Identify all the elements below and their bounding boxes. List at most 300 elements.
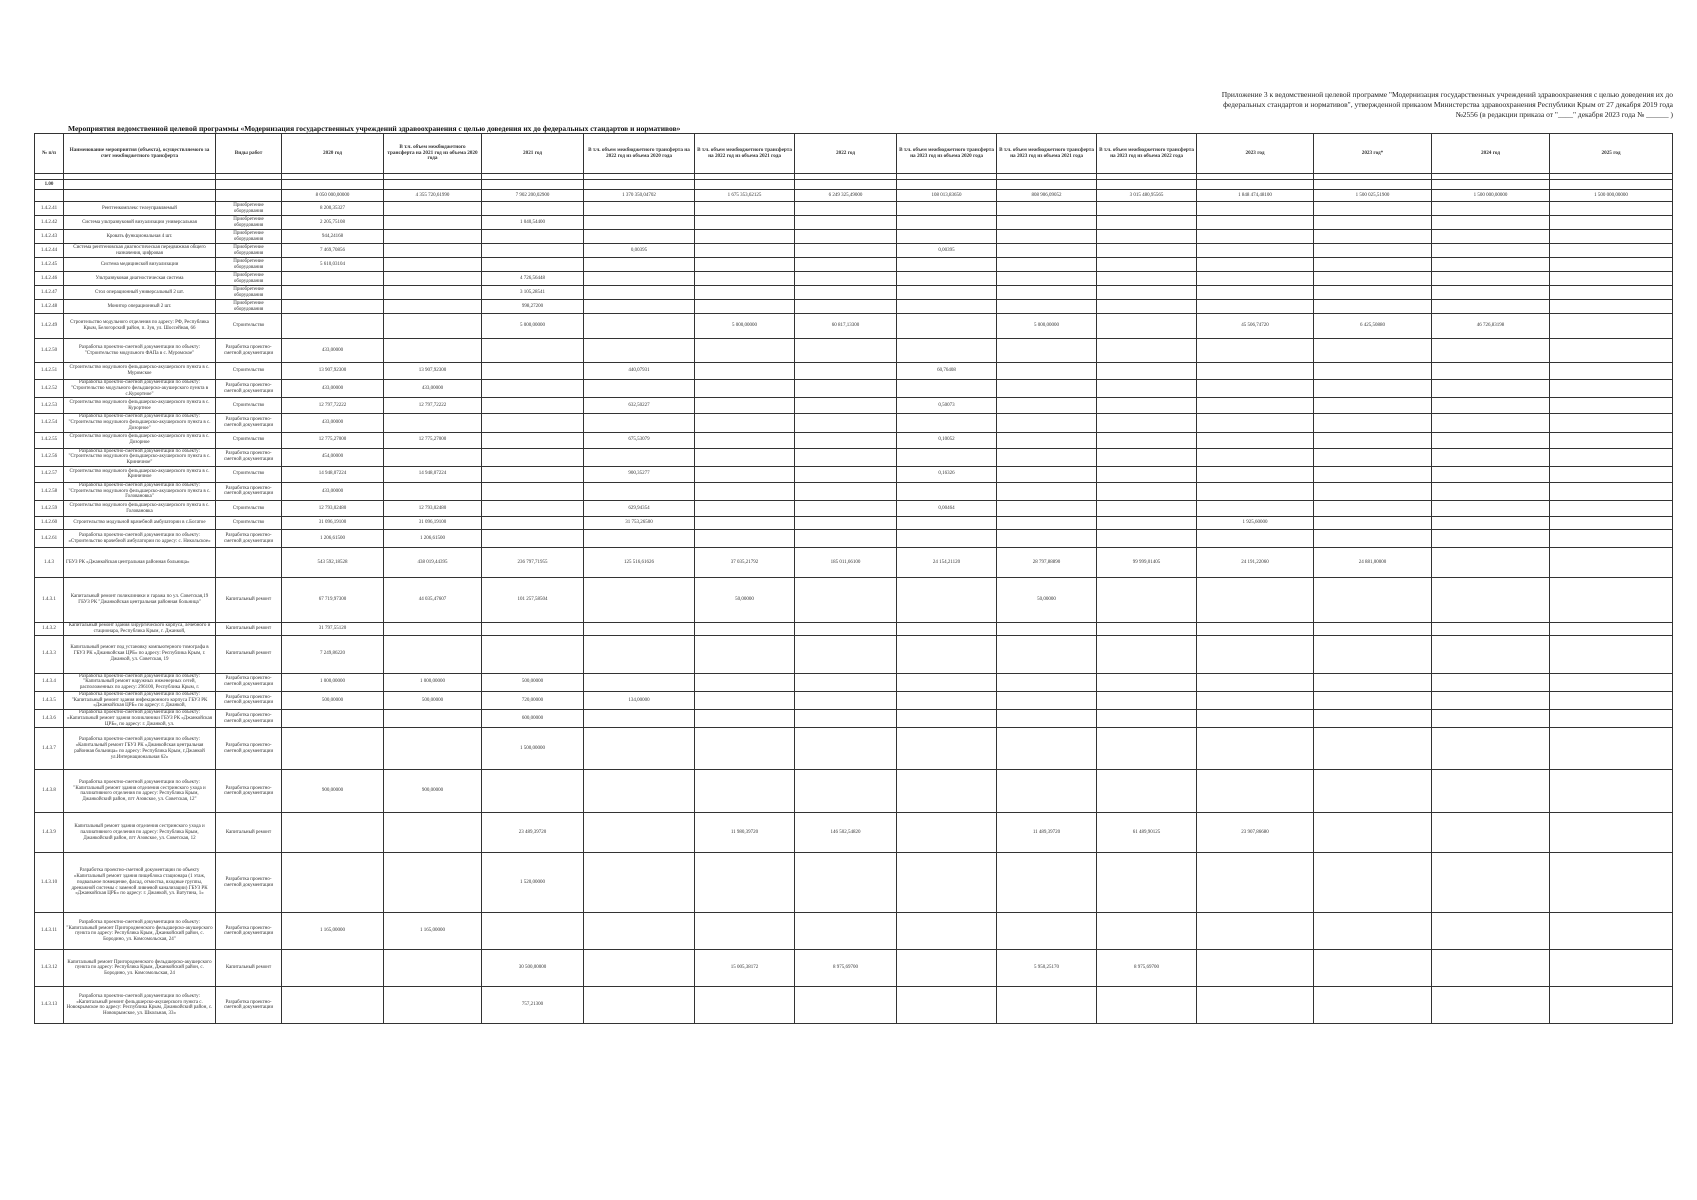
row-value <box>384 244 482 258</box>
row-value <box>384 216 482 230</box>
row-work-type: Разработка проектно-сметной документации <box>216 414 282 432</box>
header-row <box>35 134 1673 174</box>
row-number: 1.4.2.58 <box>35 482 64 500</box>
section-row <box>35 180 1673 190</box>
row-name: Строительство модульного фельдшерско-акушерского пункта в с. Головановка <box>64 501 216 517</box>
row-value <box>1432 466 1550 482</box>
row-value: 12 793,02480 <box>282 501 384 517</box>
row-value <box>1197 501 1314 517</box>
row-value <box>997 300 1097 314</box>
table-row <box>35 578 1673 623</box>
section-cell <box>282 180 384 190</box>
row-value <box>1432 202 1550 216</box>
row-value <box>897 272 997 286</box>
row-number: 1.4.3.2 <box>35 623 64 636</box>
totals-empty-cell <box>216 190 282 202</box>
row-name: Капитальный ремонт поликлиники и гаража по ул. Советская,19 ГБУЗ РК "Джанкойская центральная районная больница" <box>64 578 216 623</box>
table-row <box>35 230 1673 244</box>
row-value <box>1314 363 1432 380</box>
row-value <box>584 380 695 398</box>
row-value: 37 035,21792 <box>695 548 795 578</box>
row-value <box>1314 202 1432 216</box>
row-value <box>1097 300 1197 314</box>
row-value <box>795 363 897 380</box>
row-value <box>997 530 1097 548</box>
row-name: Разработка проектно-сметной документации по объекту: "Капитальный ремонт здания инфекционного корпуса ГБУЗ РК «Джанкойская ЦРБ» по адресу: г. Джанкой, <box>64 691 216 709</box>
row-value <box>795 244 897 258</box>
row-value <box>897 673 997 691</box>
row-name: Стол операционный универсальный 2 шт. <box>64 286 216 300</box>
row-name: Разработка проектно-сметной документации по объекту: «Капитальный ремонт фельдшерско-акушерского пункта с. Новокрымское по адресу: Республика Крым, Джанкойский район, с. Новокрымское, ул. Школьная, 33» <box>64 987 216 1024</box>
row-number: 1.4.2.57 <box>35 466 64 482</box>
row-value <box>482 770 584 813</box>
table-row <box>35 202 1673 216</box>
row-work-type: Разработка проектно-сметной документации <box>216 913 282 950</box>
row-value <box>384 950 482 987</box>
row-value <box>1314 432 1432 448</box>
row-value <box>997 380 1097 398</box>
row-value <box>695 202 795 216</box>
row-work-type: Разработка проектно-сметной документации <box>216 710 282 728</box>
row-value <box>1550 339 1673 363</box>
row-value: 23 907,86680 <box>1197 813 1314 853</box>
row-value: 8 975,69700 <box>795 950 897 987</box>
row-value <box>997 398 1097 414</box>
row-value <box>997 216 1097 230</box>
row-value <box>1197 258 1314 272</box>
row-work-type: Приобретение оборудования <box>216 272 282 286</box>
table-row <box>35 216 1673 230</box>
row-number: 1.4.2.44 <box>35 244 64 258</box>
row-value: 1 165,00000 <box>384 913 482 950</box>
table-row <box>35 950 1673 987</box>
row-value <box>584 853 695 913</box>
row-value <box>584 482 695 500</box>
row-value <box>1432 258 1550 272</box>
row-value <box>1550 710 1673 728</box>
row-name: Разработка проектно-сметной документации по объекту: "Капитальный ремонт здания отделения сестринского ухода и паллиативного отделения по адресу: Республика Крым, Джанкойский район, пгт Азовское, ул. Советская, 12" <box>64 770 216 813</box>
row-value: 11 980,39720 <box>695 813 795 853</box>
row-value <box>997 482 1097 500</box>
row-value <box>584 578 695 623</box>
row-value: 8 200,35327 <box>282 202 384 216</box>
row-value <box>1197 414 1314 432</box>
row-value <box>1550 548 1673 578</box>
row-value <box>1550 300 1673 314</box>
row-value <box>997 414 1097 432</box>
row-value: 14 948,07224 <box>282 466 384 482</box>
section-cell <box>695 180 795 190</box>
row-value <box>1432 853 1550 913</box>
row-value <box>482 635 584 673</box>
table-row <box>35 398 1673 414</box>
row-value <box>997 710 1097 728</box>
row-value <box>1314 286 1432 300</box>
row-value: 12 775,27000 <box>282 432 384 448</box>
row-value: 7 469,70856 <box>282 244 384 258</box>
row-value <box>1097 635 1197 673</box>
row-value <box>1432 339 1550 363</box>
row-value: 900,00000 <box>384 770 482 813</box>
row-value <box>897 202 997 216</box>
row-value <box>584 448 695 466</box>
row-value <box>1314 517 1432 530</box>
row-work-type: Разработка проектно-сметной документации <box>216 448 282 466</box>
row-number: 1.4.3.12 <box>35 950 64 987</box>
row-value <box>1550 578 1673 623</box>
row-value <box>1097 314 1197 339</box>
row-value <box>1314 623 1432 636</box>
row-value <box>1314 950 1432 987</box>
row-value <box>584 770 695 813</box>
row-value <box>1097 853 1197 913</box>
table-row <box>35 363 1673 380</box>
row-value <box>1097 363 1197 380</box>
row-value: 0,10052 <box>897 432 997 448</box>
row-value <box>997 432 1097 448</box>
row-name: Монитор операционный 2 шт. <box>64 300 216 314</box>
row-value <box>795 501 897 517</box>
row-value: 6 425,50880 <box>1314 314 1432 339</box>
row-value <box>897 813 997 853</box>
row-value <box>897 635 997 673</box>
row-value <box>997 258 1097 272</box>
column-header-11: В т.ч. объем межбюджетного трансферта на 2023 год из объема 2022 года <box>1097 134 1197 174</box>
column-header-14: 2024 год <box>1432 134 1550 174</box>
row-value: 236 797,71955 <box>482 548 584 578</box>
row-name: Строительство модульного фельдшерско-акушерского пункта в с. Курортное <box>64 398 216 414</box>
row-value <box>1550 635 1673 673</box>
row-value <box>1550 853 1673 913</box>
table-row <box>35 300 1673 314</box>
row-value <box>695 448 795 466</box>
row-value: 1 165,00000 <box>282 913 384 950</box>
table-row <box>35 258 1673 272</box>
row-value <box>1314 398 1432 414</box>
row-value <box>1550 216 1673 230</box>
row-value <box>695 339 795 363</box>
row-value <box>695 363 795 380</box>
row-value <box>1550 272 1673 286</box>
row-value <box>897 448 997 466</box>
row-value: 14 948,07224 <box>384 466 482 482</box>
column-header-13: 2023 год* <box>1314 134 1432 174</box>
row-name: Система рентгеновская диагностическая передвижная общего назначения, цифровая <box>64 244 216 258</box>
row-value <box>482 501 584 517</box>
row-name: Разработка проектно-сметной документации по объекту: "Строительство модульного фельдшерско-акушерского пункта в с. Криничное" <box>64 448 216 466</box>
row-value <box>1314 673 1432 691</box>
row-value <box>1550 380 1673 398</box>
table-row <box>35 813 1673 853</box>
row-value <box>1197 728 1314 770</box>
table-row <box>35 272 1673 286</box>
row-name: ГБУЗ РК «Джанкойская центральная районная больница» <box>64 548 216 578</box>
row-value <box>1432 710 1550 728</box>
row-value: 433,00000 <box>384 380 482 398</box>
row-value <box>897 710 997 728</box>
row-work-type: Строительство <box>216 432 282 448</box>
row-value: 500,00000 <box>482 673 584 691</box>
row-number: 1.4.2.41 <box>35 202 64 216</box>
row-value: 543 592,18528 <box>282 548 384 578</box>
row-value <box>482 913 584 950</box>
row-value <box>795 623 897 636</box>
row-value <box>384 623 482 636</box>
row-value <box>1314 770 1432 813</box>
row-value <box>1197 300 1314 314</box>
row-number: 1.4.2.48 <box>35 300 64 314</box>
row-value <box>897 339 997 363</box>
row-value <box>1432 517 1550 530</box>
row-value <box>1432 728 1550 770</box>
row-value <box>1097 501 1197 517</box>
row-number: 1.4.2.49 <box>35 314 64 339</box>
row-value <box>795 770 897 813</box>
row-value <box>695 530 795 548</box>
row-work-type: Приобретение оборудования <box>216 258 282 272</box>
row-value: 60,76408 <box>897 363 997 380</box>
row-value <box>997 987 1097 1024</box>
row-value: 433,00000 <box>282 339 384 363</box>
row-value <box>795 691 897 709</box>
table-row <box>35 432 1673 448</box>
row-value <box>1097 987 1197 1024</box>
row-value <box>695 414 795 432</box>
row-value <box>1432 548 1550 578</box>
row-value <box>997 913 1097 950</box>
row-value <box>1432 363 1550 380</box>
total-value: 1 848 474,48100 <box>1197 190 1314 202</box>
row-value <box>795 230 897 244</box>
row-number: 1.4.3.3 <box>35 635 64 673</box>
row-value <box>1314 300 1432 314</box>
row-value: 5 000,00000 <box>482 314 584 339</box>
row-work-type: Строительство <box>216 466 282 482</box>
row-value <box>1097 380 1197 398</box>
row-value <box>897 728 997 770</box>
row-value <box>1432 482 1550 500</box>
row-name: Разработка проектно-сметной документации по объекту: «Капитальный ремонт здания поликлиники ГБУЗ РК «Джанкойская ЦРБ», по адресу: г. Джанкой, ул. <box>64 710 216 728</box>
total-value: 1 500 000,00000 <box>1550 190 1673 202</box>
row-value <box>1197 913 1314 950</box>
section-cell <box>584 180 695 190</box>
row-value <box>482 339 584 363</box>
row-name: Разработка проектно-сметной документации по объекту: "Строительство модульного фельдшерско-акушерского пункта в с.Курортное" <box>64 380 216 398</box>
row-value <box>1550 517 1673 530</box>
row-number: 1.4.2.42 <box>35 216 64 230</box>
row-value <box>795 448 897 466</box>
row-value <box>1097 913 1197 950</box>
row-value <box>584 913 695 950</box>
row-value <box>1314 691 1432 709</box>
row-value <box>584 623 695 636</box>
row-value <box>1550 770 1673 813</box>
row-work-type: Приобретение оборудования <box>216 286 282 300</box>
row-value <box>795 300 897 314</box>
row-value <box>897 623 997 636</box>
row-value: 433,00000 <box>282 482 384 500</box>
row-work-type: Разработка проектно-сметной документации <box>216 339 282 363</box>
row-number: 1.4.3.10 <box>35 853 64 913</box>
row-value: 134,00000 <box>584 691 695 709</box>
table-row <box>35 466 1673 482</box>
row-value: 500,00000 <box>384 691 482 709</box>
row-value <box>282 300 384 314</box>
row-value <box>695 286 795 300</box>
row-value <box>1097 691 1197 709</box>
row-value <box>897 380 997 398</box>
row-value <box>1097 414 1197 432</box>
row-value <box>997 673 1097 691</box>
row-value <box>482 432 584 448</box>
row-value <box>482 623 584 636</box>
total-value: 4 355 720,61990 <box>384 190 482 202</box>
row-value <box>384 813 482 853</box>
row-value <box>584 272 695 286</box>
row-value <box>482 230 584 244</box>
row-work-type: Приобретение оборудования <box>216 202 282 216</box>
row-value: 1 206,61500 <box>282 530 384 548</box>
total-value: 1 370 350,04702 <box>584 190 695 202</box>
row-value <box>584 202 695 216</box>
table-row <box>35 673 1673 691</box>
row-value <box>1314 244 1432 258</box>
row-value <box>695 691 795 709</box>
row-value <box>795 339 897 363</box>
row-value <box>384 258 482 272</box>
row-value: 0,16326 <box>897 466 997 482</box>
row-value <box>584 673 695 691</box>
row-value <box>1550 244 1673 258</box>
section-cell <box>482 180 584 190</box>
table-row <box>35 339 1673 363</box>
row-value: 46 726,83198 <box>1432 314 1550 339</box>
row-value <box>1314 987 1432 1024</box>
row-value <box>695 466 795 482</box>
row-value <box>282 710 384 728</box>
row-value <box>695 770 795 813</box>
row-value <box>384 635 482 673</box>
row-value <box>795 202 897 216</box>
row-value <box>897 770 997 813</box>
row-value <box>997 286 1097 300</box>
row-value <box>1197 286 1314 300</box>
row-value <box>384 987 482 1024</box>
row-value <box>384 300 482 314</box>
section-cell <box>1197 180 1314 190</box>
row-name: Строительство модульного фельдшерско-акушерского пункта в с. Дозорное <box>64 432 216 448</box>
row-work-type: Разработка проектно-сметной документации <box>216 770 282 813</box>
row-value <box>584 530 695 548</box>
row-work-type: Разработка проектно-сметной документации <box>216 482 282 500</box>
row-number: 1.4.3.9 <box>35 813 64 853</box>
table-row <box>35 501 1673 517</box>
column-header-2: Виды работ <box>216 134 282 174</box>
row-value <box>695 216 795 230</box>
row-value <box>795 578 897 623</box>
row-value <box>1097 286 1197 300</box>
total-value: 1 500 025,51900 <box>1314 190 1432 202</box>
row-name: Кровать функциональная 4 шт. <box>64 230 216 244</box>
table-row <box>35 448 1673 466</box>
row-value <box>482 517 584 530</box>
row-value <box>1550 202 1673 216</box>
total-value: 8 050 000,00000 <box>282 190 384 202</box>
row-value <box>482 244 584 258</box>
row-name: Строительство модульного отделения по адресу: РФ, Республика Крым, Белогорский район, п. Зуя, ул. Шоссейная, 66 <box>64 314 216 339</box>
row-work-type: Капитальный ремонт <box>216 950 282 987</box>
row-value <box>795 987 897 1024</box>
row-value: 146 502,54820 <box>795 813 897 853</box>
row-value <box>795 710 897 728</box>
row-work-type: Капитальный ремонт <box>216 813 282 853</box>
section-cell <box>1432 180 1550 190</box>
row-number: 1.4.2.45 <box>35 258 64 272</box>
row-name: Разработка проектно-сметной документации по объекту: "Капитальный ремонт Пригородненского фельдшерско-акушерского пункта по адресу: Республика Крым, Джанкойский район, с. Бородино, ул. Комсомольская, 24" <box>64 913 216 950</box>
row-value: 5 000,00000 <box>997 314 1097 339</box>
row-value <box>1432 578 1550 623</box>
row-value <box>897 517 997 530</box>
row-value <box>695 258 795 272</box>
row-value <box>384 414 482 432</box>
row-number: 1.4.2.46 <box>35 272 64 286</box>
section-cell <box>64 180 216 190</box>
row-value <box>1197 216 1314 230</box>
row-work-type: Капитальный ремонт <box>216 578 282 623</box>
row-value: 24 881,00000 <box>1314 548 1432 578</box>
row-name: Разработка проектно-сметной документации по объекту: "Строительство модульного фельдшерско-акушерского пункта в с. Дозорное" <box>64 414 216 432</box>
row-value <box>1097 710 1197 728</box>
row-value <box>1314 258 1432 272</box>
row-value <box>1550 398 1673 414</box>
table-row <box>35 244 1673 258</box>
table-row <box>35 286 1673 300</box>
row-value <box>1550 913 1673 950</box>
row-value <box>282 286 384 300</box>
row-value <box>1197 202 1314 216</box>
row-value: 454,00000 <box>282 448 384 466</box>
row-number: 1.4.2.50 <box>35 339 64 363</box>
table-row <box>35 728 1673 770</box>
row-value <box>384 272 482 286</box>
row-value: 440,07931 <box>584 363 695 380</box>
row-value <box>1432 286 1550 300</box>
row-work-type: Строительство <box>216 363 282 380</box>
row-value <box>897 530 997 548</box>
row-value <box>795 673 897 691</box>
group-row <box>35 548 1673 578</box>
row-value <box>795 913 897 950</box>
row-number: 1.4.2.55 <box>35 432 64 448</box>
row-value: 5 000,00000 <box>695 314 795 339</box>
row-name: Капитальный ремонт Пригородненского фельдшерско-акушерского пункта по адресу: Республика Крым, Джанкойский район, с. Бородино, ул. Комсомольская, 24 <box>64 950 216 987</box>
row-value: 28 797,88890 <box>997 548 1097 578</box>
table-body <box>35 174 1673 1024</box>
row-value <box>795 272 897 286</box>
program-table <box>34 133 1673 1024</box>
row-value <box>1197 530 1314 548</box>
total-value: 3 015 480,95565 <box>1097 190 1197 202</box>
row-value <box>1097 216 1197 230</box>
row-value <box>1097 244 1197 258</box>
row-value <box>1550 813 1673 853</box>
row-value: 12 797,72222 <box>384 398 482 414</box>
row-value <box>1314 216 1432 230</box>
row-value <box>1197 950 1314 987</box>
row-value <box>897 987 997 1024</box>
row-value: 31 753,26500 <box>584 517 695 530</box>
row-value <box>795 466 897 482</box>
